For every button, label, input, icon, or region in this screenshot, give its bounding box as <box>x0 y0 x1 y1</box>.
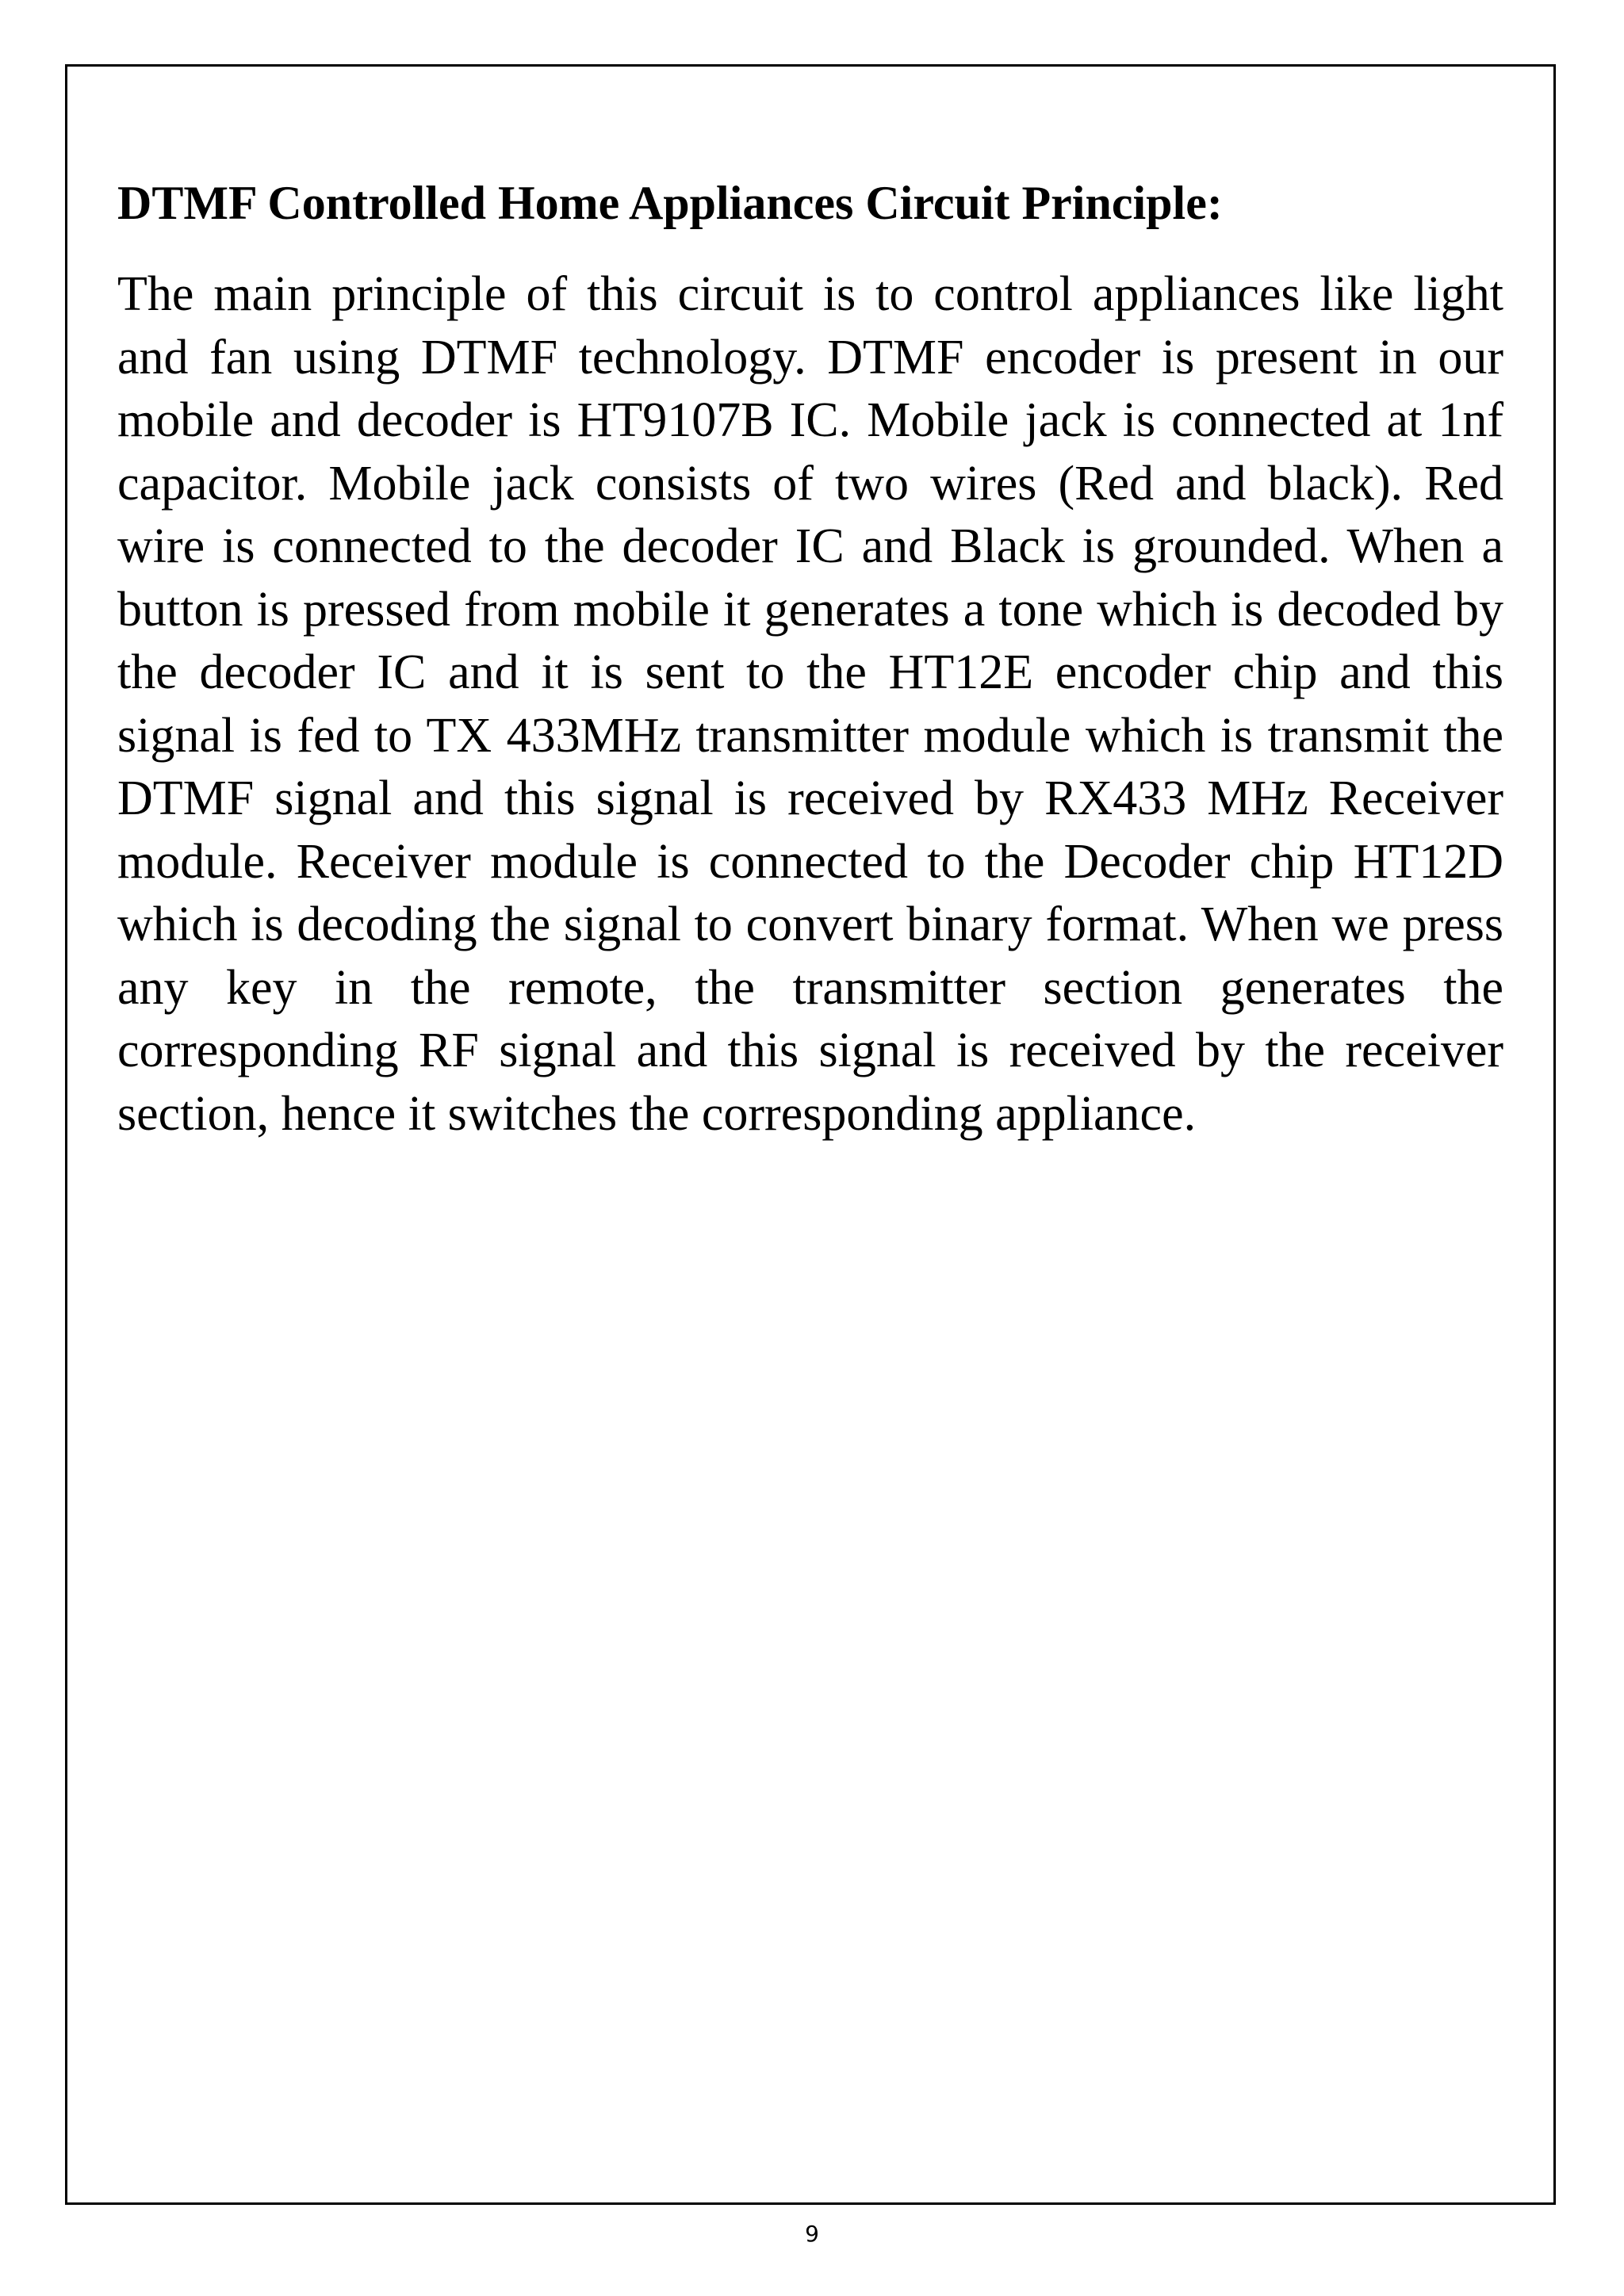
body-paragraph: The main principle of this circuit is to control appliances like light and fan using DTMF technology. DTMF encoder is present in our mobile and decoder is HT9107B IC. Mobile jack is connected at 1nf capacitor. Mobile jack consists of two wires (Red and black). Red wire is connected to the decoder IC and Black is grounded. When a button is pressed from mobile it generates a tone which is decoded by the decoder IC and it is sent to the HT12E encoder chip and this signal is fed to TX 433MHz transmitter module which is transmit the DTMF signal and this signal is received by RX433 MHz Receiver module. Receiver module is connected to the Decoder chip HT12D which is decoding the signal to convert binary format. When we press any key in the remote, the transmitter section generates the corresponding RF signal and this signal is received by the receiver section, hence it switches the corresponding appliance. <box>117 267 1503 1141</box>
section-heading: DTMF Controlled Home Appliances Circuit Principle: <box>117 177 1223 229</box>
document-content <box>117 171 1503 1146</box>
page-number: 9 <box>805 2221 819 2247</box>
